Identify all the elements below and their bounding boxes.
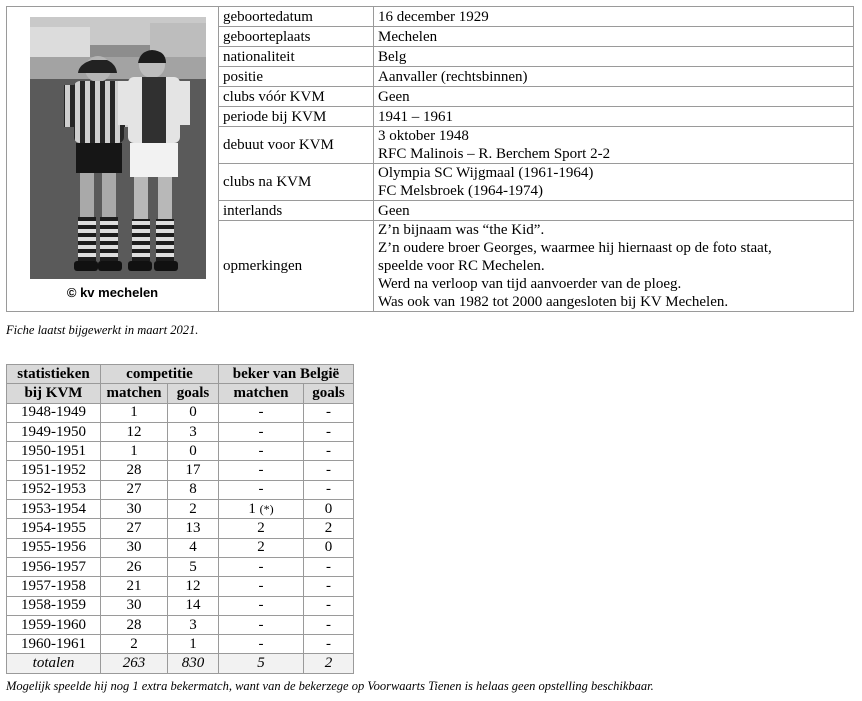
goals-cell: 17 bbox=[168, 461, 219, 480]
cup-goals-cell: - bbox=[304, 557, 354, 576]
cup-goals-cell: - bbox=[304, 577, 354, 596]
fiche-value bbox=[374, 127, 854, 164]
fiche-value bbox=[374, 164, 854, 201]
matches-cell: 2 bbox=[101, 635, 168, 654]
table-row bbox=[7, 442, 354, 461]
cup-goals-cell: - bbox=[304, 596, 354, 615]
cup-matches-cell: 2 bbox=[219, 538, 304, 557]
goals-cell: 1 bbox=[168, 635, 219, 654]
value-line: 3 oktober 1948 bbox=[378, 128, 469, 144]
fiche-label: positie bbox=[219, 67, 374, 87]
table-row bbox=[7, 422, 354, 441]
fiche-value: Geen bbox=[374, 87, 854, 107]
table-row bbox=[7, 403, 354, 422]
cup-matches-cell bbox=[219, 500, 304, 519]
fiche-value: Geen bbox=[374, 201, 854, 221]
fiche-label: clubs vóór KVM bbox=[219, 87, 374, 107]
value-line: Olympia SC Wijgmaal (1961-1964) bbox=[378, 165, 594, 181]
cup-matches-cell: - bbox=[219, 403, 304, 422]
matches-cell: 1 bbox=[101, 403, 168, 422]
cup-matches-cell: - bbox=[219, 557, 304, 576]
table-row bbox=[7, 577, 354, 596]
matches-cell: 26 bbox=[101, 557, 168, 576]
cup-goals-cell: 0 bbox=[304, 500, 354, 519]
cup-matches-cell: - bbox=[219, 461, 304, 480]
season-cell: 1957-1958 bbox=[7, 577, 101, 596]
goals-cell: 3 bbox=[168, 422, 219, 441]
goals-cell: 2 bbox=[168, 500, 219, 519]
totals-cup-goals: 2 bbox=[304, 654, 354, 673]
table-row bbox=[7, 635, 354, 654]
header-cup-matchen: matchen bbox=[219, 384, 304, 403]
cup-matches-value: 1 bbox=[248, 500, 256, 517]
header-bij-kvm: bij KVM bbox=[7, 384, 101, 403]
table-row bbox=[7, 596, 354, 615]
goals-cell: 8 bbox=[168, 480, 219, 499]
totals-row bbox=[7, 654, 354, 673]
cup-goals-cell: - bbox=[304, 615, 354, 634]
table-row bbox=[7, 519, 354, 538]
season-cell: 1958-1959 bbox=[7, 596, 101, 615]
cup-goals-cell: - bbox=[304, 442, 354, 461]
matches-cell: 21 bbox=[101, 577, 168, 596]
season-cell: 1952-1953 bbox=[7, 480, 101, 499]
cup-matches-cell: 2 bbox=[219, 519, 304, 538]
value-line: Was ook van 1982 tot 2000 aangesloten bij KV Mechelen. bbox=[378, 294, 729, 310]
fiche-label: periode bij KVM bbox=[219, 107, 374, 127]
matches-cell: 28 bbox=[101, 461, 168, 480]
photo-cell bbox=[7, 7, 219, 312]
header-goals: goals bbox=[168, 384, 219, 403]
cup-matches-cell: - bbox=[219, 577, 304, 596]
season-cell: 1955-1956 bbox=[7, 538, 101, 557]
fiche-label: interlands bbox=[219, 201, 374, 221]
fiche-label: geboorteplaats bbox=[219, 27, 374, 47]
fiche-value bbox=[374, 221, 854, 312]
totals-label: totalen bbox=[7, 654, 101, 673]
matches-cell: 27 bbox=[101, 480, 168, 499]
cup-goals-cell: 2 bbox=[304, 519, 354, 538]
cup-footnote: Mogelijk speelde hij nog 1 extra bekermatch, want van de bekerzege op Voorwaarts Tienen is helaas geen opstelling beschikbaar. bbox=[6, 679, 654, 693]
fiche-label: clubs na KVM bbox=[219, 164, 374, 201]
value-line: speelde voor RC Mechelen. bbox=[378, 258, 545, 274]
goals-cell: 13 bbox=[168, 519, 219, 538]
cup-goals-cell: - bbox=[304, 403, 354, 422]
fiche-value: Belg bbox=[374, 47, 854, 67]
season-cell: 1956-1957 bbox=[7, 557, 101, 576]
stats-header-row bbox=[7, 365, 354, 384]
table-row bbox=[7, 461, 354, 480]
totals-goals: 830 bbox=[168, 654, 219, 673]
cup-goals-cell: - bbox=[304, 480, 354, 499]
header-cup-goals: goals bbox=[304, 384, 354, 403]
cup-matches-cell: - bbox=[219, 480, 304, 499]
cup-matches-cell: - bbox=[219, 596, 304, 615]
goals-cell: 14 bbox=[168, 596, 219, 615]
fiche-label: nationaliteit bbox=[219, 47, 374, 67]
matches-cell: 1 bbox=[101, 442, 168, 461]
value-line: RFC Malinois – R. Berchem Sport 2-2 bbox=[378, 146, 611, 162]
season-cell: 1954-1955 bbox=[7, 519, 101, 538]
table-row bbox=[7, 538, 354, 557]
totals-cup-matches: 5 bbox=[219, 654, 304, 673]
matches-cell: 30 bbox=[101, 500, 168, 519]
cup-goals-cell: - bbox=[304, 422, 354, 441]
fiche-row-birthdate bbox=[7, 7, 854, 27]
cup-matches-cell: - bbox=[219, 615, 304, 634]
player-photo bbox=[30, 17, 206, 279]
footnote-marker: (*) bbox=[259, 501, 274, 516]
header-statistieken: statistieken bbox=[7, 365, 101, 384]
table-row bbox=[7, 557, 354, 576]
header-beker: beker van België bbox=[219, 365, 354, 384]
value-line: Z’n bijnaam was “the Kid”. bbox=[378, 222, 545, 238]
fiche-label: opmerkingen bbox=[219, 221, 374, 312]
fiche-update-note: Fiche laatst bijgewerkt in maart 2021. bbox=[6, 323, 199, 337]
value-line: FC Melsbroek (1964-1974) bbox=[378, 183, 543, 199]
fiche-value: 16 december 1929 bbox=[374, 7, 854, 27]
goals-cell: 0 bbox=[168, 403, 219, 422]
value-line: Z’n oudere broer Georges, waarmee hij hiernaast op de foto staat, bbox=[378, 240, 772, 256]
table-row bbox=[7, 480, 354, 499]
cup-goals-cell: - bbox=[304, 461, 354, 480]
statistics-table bbox=[6, 364, 354, 674]
season-cell: 1949-1950 bbox=[7, 422, 101, 441]
season-cell: 1951-1952 bbox=[7, 461, 101, 480]
matches-cell: 12 bbox=[101, 422, 168, 441]
goals-cell: 4 bbox=[168, 538, 219, 557]
value-line: Werd na verloop van tijd aanvoerder van de ploeg. bbox=[378, 276, 682, 292]
stats-subheader-row bbox=[7, 384, 354, 403]
fiche-value: 1941 – 1961 bbox=[374, 107, 854, 127]
photo-credit: © kv mechelen bbox=[66, 285, 159, 300]
totals-matches: 263 bbox=[101, 654, 168, 673]
season-cell: 1950-1951 bbox=[7, 442, 101, 461]
cup-matches-cell: - bbox=[219, 422, 304, 441]
table-row bbox=[7, 500, 354, 519]
goals-cell: 3 bbox=[168, 615, 219, 634]
table-row bbox=[7, 615, 354, 634]
season-cell: 1953-1954 bbox=[7, 500, 101, 519]
cup-matches-cell: - bbox=[219, 635, 304, 654]
cup-matches-cell: - bbox=[219, 442, 304, 461]
season-cell: 1959-1960 bbox=[7, 615, 101, 634]
fiche-label: debuut voor KVM bbox=[219, 127, 374, 164]
header-matchen: matchen bbox=[101, 384, 168, 403]
season-cell: 1960-1961 bbox=[7, 635, 101, 654]
player-fiche-table bbox=[6, 6, 854, 312]
matches-cell: 28 bbox=[101, 615, 168, 634]
matches-cell: 27 bbox=[101, 519, 168, 538]
fiche-value: Aanvaller (rechtsbinnen) bbox=[374, 67, 854, 87]
season-cell: 1948-1949 bbox=[7, 403, 101, 422]
header-competitie: competitie bbox=[101, 365, 219, 384]
cup-goals-cell: 0 bbox=[304, 538, 354, 557]
fiche-value: Mechelen bbox=[374, 27, 854, 47]
fiche-label: geboortedatum bbox=[219, 7, 374, 27]
cup-goals-cell: - bbox=[304, 635, 354, 654]
goals-cell: 5 bbox=[168, 557, 219, 576]
matches-cell: 30 bbox=[101, 538, 168, 557]
goals-cell: 0 bbox=[168, 442, 219, 461]
matches-cell: 30 bbox=[101, 596, 168, 615]
goals-cell: 12 bbox=[168, 577, 219, 596]
